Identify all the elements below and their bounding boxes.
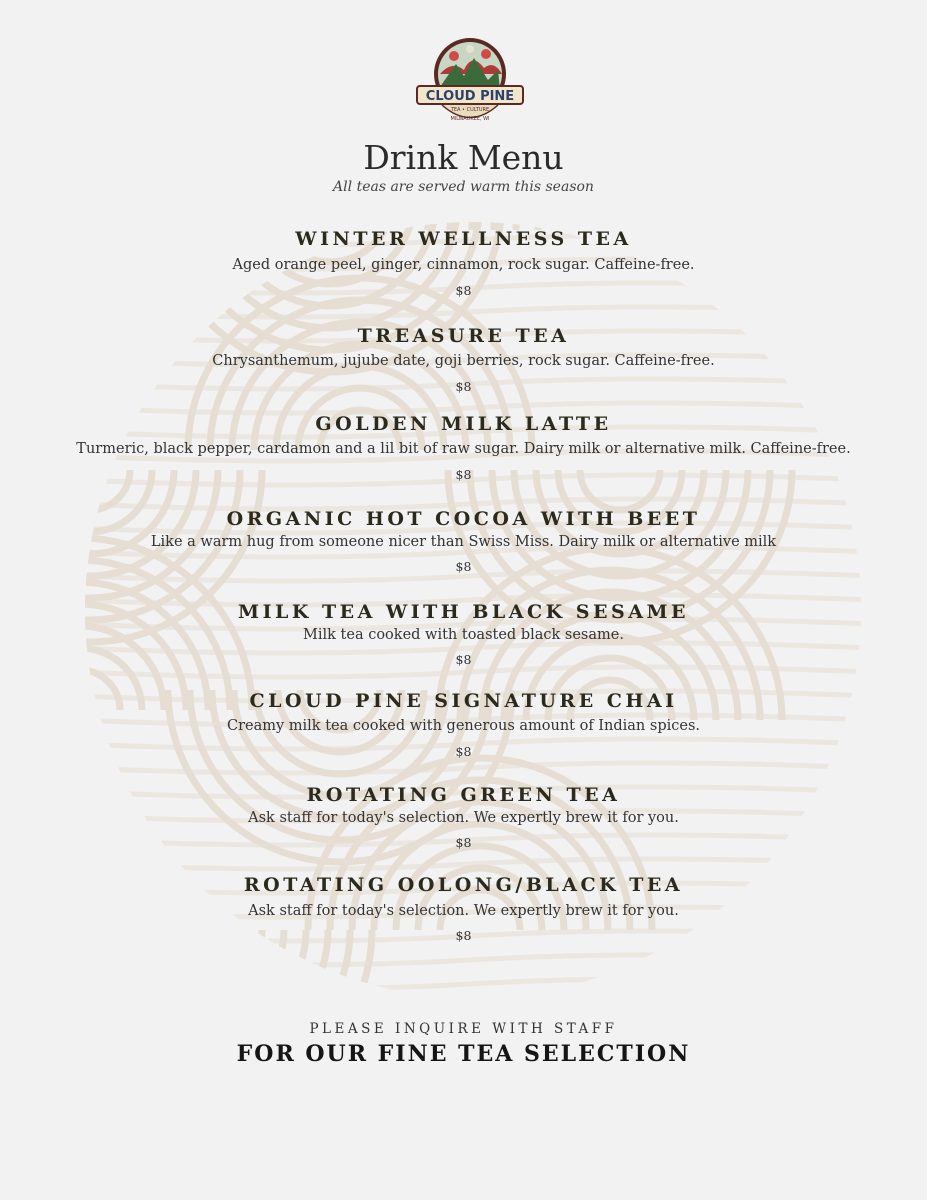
menu-item-name: GOLDEN MILK LATTE (315, 413, 612, 435)
page-title: Drink Menu (363, 138, 564, 177)
menu-item-name: CLOUD PINE SIGNATURE CHAI (249, 690, 678, 712)
menu-item-price: $8 (455, 652, 472, 667)
cloud-pine-logo (412, 34, 528, 130)
menu-item-name: WINTER WELLNESS TEA (295, 228, 632, 250)
menu-item-price: $8 (455, 379, 472, 394)
pattern-line (80, 955, 870, 965)
pattern-line (80, 763, 870, 773)
pattern-line (80, 979, 870, 989)
pattern-arc (18, 168, 142, 230)
menu-item-name: MILK TEA WITH BLACK SESAME (238, 601, 689, 623)
menu-item-price: $8 (455, 835, 472, 850)
menu-item-description: Ask staff for today's selection. We expertly brew it for you. (248, 810, 679, 826)
menu-item-description: Milk tea cooked with toasted black sesame. (303, 627, 624, 643)
menu-item-price: $8 (455, 928, 472, 943)
logo-brand-text: CLOUD PINE (425, 89, 515, 104)
pattern-line (80, 403, 870, 413)
menu-item-price: $8 (455, 283, 472, 298)
logo-tagline-text: TEA • CULTURE (450, 107, 490, 113)
menu-item-description: Like a warm hug from someone nicer than Swiss Miss. Dairy milk or alternative milk (150, 534, 777, 550)
menu-item-description: Chrysanthemum, jujube date, goji berries, rock sugar. Caffeine-free. (212, 353, 715, 369)
menu-item-name: ROTATING OOLONG/BLACK TEA (243, 874, 684, 896)
menu-item-name: ROTATING GREEN TEA (306, 784, 621, 806)
pattern-arc (40, 190, 120, 230)
pattern-arc (538, 168, 662, 230)
logo-location-text: MILWAUKEE, WI (450, 116, 490, 122)
menu-item-description: Creamy milk tea cooked with generous amount of Indian spices. (226, 718, 700, 734)
pattern-arc (72, 930, 328, 1058)
page-subtitle: All teas are served warm this season (333, 179, 594, 195)
footer-inquire-text: PLEASE INQUIRE WITH STAFF (309, 1021, 618, 1037)
menu-item-price: $8 (455, 744, 472, 759)
menu-item-description: Turmeric, black pepper, cardamon and a lil bit of raw sugar. Dairy milk or alternative milk. Caffeine-free. (76, 441, 851, 457)
pattern-line (80, 307, 870, 317)
pattern-arc (28, 930, 372, 1102)
menu-item-price: $8 (455, 467, 472, 482)
menu-item-description: Aged orange peel, ginger, cinnamon, rock sugar. Caffeine-free. (232, 257, 695, 273)
menu-item-description: Ask staff for today's selection. We expertly brew it for you. (248, 903, 679, 919)
footer-selection-text: FOR OUR FINE TEA SELECTION (236, 1041, 691, 1067)
pattern-arc (560, 190, 640, 230)
menu-item-price: $8 (455, 559, 472, 574)
menu-item-name: TREASURE TEA (357, 325, 570, 347)
menu-item-name: ORGANIC HOT COCOA WITH BEET (226, 508, 701, 530)
